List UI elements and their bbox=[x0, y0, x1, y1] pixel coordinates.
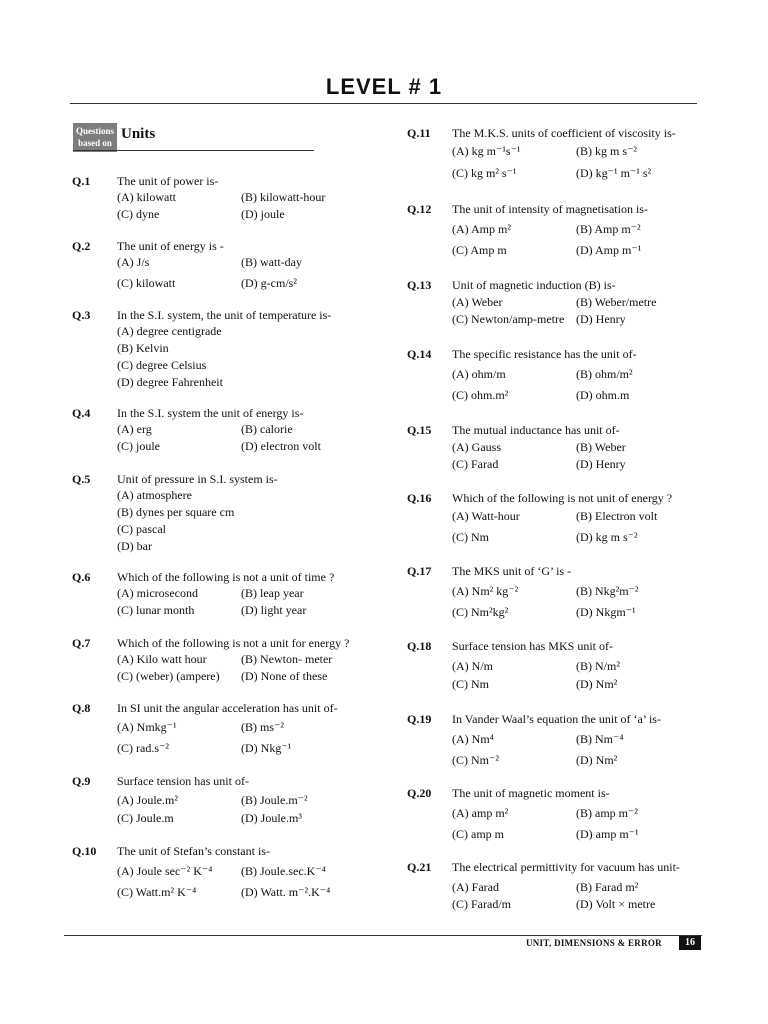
section-divider bbox=[73, 150, 314, 151]
footer-divider bbox=[64, 935, 702, 936]
answer-option: (D) joule bbox=[241, 207, 285, 221]
answer-option: (C) Farad/m bbox=[452, 897, 511, 911]
section-title: Units bbox=[121, 126, 156, 142]
question-number: Q.1 bbox=[72, 174, 91, 188]
answer-option: (D) None of these bbox=[241, 669, 328, 683]
answer-option: (B) Joule.sec.K⁻⁴ bbox=[241, 864, 326, 878]
answer-option: (C) kilowatt bbox=[117, 276, 176, 290]
answer-option: (A) Kilo watt hour bbox=[117, 652, 207, 666]
answer-option: (C) ohm.m² bbox=[452, 388, 509, 402]
question-number: Q.16 bbox=[407, 491, 432, 505]
question-number: Q.4 bbox=[72, 406, 91, 420]
question-number: Q.18 bbox=[407, 639, 432, 653]
answer-option: (C) Farad bbox=[452, 457, 499, 471]
question-text: The unit of intensity of magnetisation is- bbox=[452, 202, 648, 216]
answer-option: (B) Nkg²m⁻² bbox=[576, 584, 639, 598]
question-number: Q.14 bbox=[407, 347, 432, 361]
answer-option: (A) Nm² kg⁻² bbox=[452, 584, 519, 598]
answer-option: (B) Amp m⁻² bbox=[576, 222, 641, 236]
answer-option: (B) N/m² bbox=[576, 659, 620, 673]
question-item bbox=[72, 843, 392, 933]
answer-option: (D) amp m⁻¹ bbox=[576, 827, 639, 841]
answer-option: (A) Farad bbox=[452, 880, 499, 894]
answer-option: (B) Joule.m⁻² bbox=[241, 793, 308, 807]
question-number: Q.11 bbox=[407, 126, 431, 140]
question-text: The unit of energy is - bbox=[117, 239, 224, 253]
answer-option: (A) N/m bbox=[452, 659, 493, 673]
answer-option: (A) J/s bbox=[117, 255, 150, 269]
answer-option: (A) kilowatt bbox=[117, 190, 176, 204]
answer-option: (C) joule bbox=[117, 439, 160, 453]
answer-option: (C) pascal bbox=[117, 522, 166, 536]
answer-option: (B) Nm⁻⁴ bbox=[576, 732, 624, 746]
question-text: The MKS unit of ‘G’ is - bbox=[452, 564, 572, 578]
question-text: In SI unit the angular acceleration has unit of- bbox=[117, 701, 338, 715]
question-number: Q.13 bbox=[407, 278, 432, 292]
answer-option: (A) Amp m² bbox=[452, 222, 511, 236]
question-text: Which of the following is not unit of energy ? bbox=[452, 491, 673, 505]
answer-option: (B) calorie bbox=[241, 422, 293, 436]
answer-option: (D) ohm.m bbox=[576, 388, 630, 402]
question-text: The unit of Stefan’s constant is- bbox=[117, 844, 270, 858]
question-item bbox=[72, 307, 392, 397]
answer-option: (D) degree Fahrenheit bbox=[117, 375, 223, 389]
question-number: Q.10 bbox=[72, 844, 97, 858]
answer-option: (B) Weber/metre bbox=[576, 295, 657, 309]
answer-option: (A) microsecond bbox=[117, 586, 198, 600]
answer-option: (B) ohm/m² bbox=[576, 367, 633, 381]
question-text: In the S.I. system, the unit of temperature is- bbox=[117, 308, 332, 322]
answer-option: (B) Electron volt bbox=[576, 509, 658, 523]
answer-option: (D) Joule.m³ bbox=[241, 811, 302, 825]
answer-option: (D) Watt. m⁻².K⁻⁴ bbox=[241, 885, 331, 899]
question-number: Q.3 bbox=[72, 308, 91, 322]
answer-option: (B) watt-day bbox=[241, 255, 302, 269]
question-text: Which of the following is not a unit of time ? bbox=[117, 570, 335, 584]
question-text: The unit of magnetic moment is- bbox=[452, 786, 610, 800]
question-text: In the S.I. system the unit of energy is- bbox=[117, 406, 304, 420]
answer-option: (A) atmosphere bbox=[117, 488, 192, 502]
answer-option: (B) kg m s⁻² bbox=[576, 144, 637, 158]
answer-option: (D) kg m s⁻² bbox=[576, 530, 638, 544]
answer-option: (C) Watt.m² K⁻⁴ bbox=[117, 885, 197, 899]
question-number: Q.5 bbox=[72, 472, 91, 486]
answer-option: (D) Nkg⁻¹ bbox=[241, 741, 292, 755]
question-number: Q.21 bbox=[407, 860, 432, 874]
answer-option: (B) ms⁻² bbox=[241, 720, 284, 734]
answer-option: (B) kilowatt-hour bbox=[241, 190, 326, 204]
answer-option: (A) Nmkg⁻¹ bbox=[117, 720, 177, 734]
answer-option: (B) Farad m² bbox=[576, 880, 639, 894]
questions-based-on-badge: Questions based on bbox=[73, 123, 117, 152]
answer-option: (C) degree Celsius bbox=[117, 358, 207, 372]
question-text: Unit of magnetic induction (B) is- bbox=[452, 278, 616, 292]
title-divider bbox=[70, 103, 697, 104]
answer-option: (D) g-cm/s² bbox=[241, 276, 297, 290]
answer-option: (D) Henry bbox=[576, 457, 626, 471]
answer-option: (C) Nm²kg² bbox=[452, 605, 509, 619]
answer-option: (A) erg bbox=[117, 422, 152, 436]
question-number: Q.20 bbox=[407, 786, 432, 800]
answer-option: (D) kg⁻¹ m⁻¹ s² bbox=[576, 166, 652, 180]
question-item bbox=[72, 471, 392, 561]
question-text: Surface tension has MKS unit of- bbox=[452, 639, 613, 653]
question-number: Q.7 bbox=[72, 636, 91, 650]
answer-option: (C) Nm bbox=[452, 677, 489, 691]
answer-option: (C) Joule.m bbox=[117, 811, 174, 825]
answer-option: (B) dynes per square cm bbox=[117, 505, 235, 519]
question-number: Q.15 bbox=[407, 423, 432, 437]
answer-option: (D) Nm² bbox=[576, 677, 618, 691]
answer-option: (D) bar bbox=[117, 539, 152, 553]
answer-option: (C) Amp m bbox=[452, 243, 507, 257]
answer-option: (C) Newton/amp-metre bbox=[452, 312, 565, 326]
answer-option: (A) Nm⁴ bbox=[452, 732, 494, 746]
answer-option: (B) leap year bbox=[241, 586, 304, 600]
question-number: Q.9 bbox=[72, 774, 91, 788]
answer-option: (D) Volt × metre bbox=[576, 897, 656, 911]
question-text: The M.K.S. units of coefficient of viscosity is- bbox=[452, 126, 676, 140]
answer-option: (C) Nm bbox=[452, 530, 489, 544]
question-text: The unit of power is- bbox=[117, 174, 219, 188]
answer-option: (D) Amp m⁻¹ bbox=[576, 243, 642, 257]
answer-option: (C) rad.s⁻² bbox=[117, 741, 169, 755]
answer-option: (A) Gauss bbox=[452, 440, 501, 454]
question-number: Q.2 bbox=[72, 239, 91, 253]
answer-option: (C) Nm⁻² bbox=[452, 753, 499, 767]
answer-option: (C) dyne bbox=[117, 207, 160, 221]
answer-option: (B) Weber bbox=[576, 440, 626, 454]
answer-option: (C) amp m bbox=[452, 827, 504, 841]
answer-option: (B) Kelvin bbox=[117, 341, 169, 355]
question-text: Unit of pressure in S.I. system is- bbox=[117, 472, 278, 486]
answer-option: (A) Watt-hour bbox=[452, 509, 520, 523]
question-number: Q.8 bbox=[72, 701, 91, 715]
answer-option: (C) kg m² s⁻¹ bbox=[452, 166, 517, 180]
answer-option: (D) light year bbox=[241, 603, 307, 617]
question-number: Q.12 bbox=[407, 202, 432, 216]
answer-option: (A) Joule.m² bbox=[117, 793, 178, 807]
question-text: The specific resistance has the unit of- bbox=[452, 347, 637, 361]
answer-option: (A) Joule sec⁻² K⁻⁴ bbox=[117, 864, 213, 878]
answer-option: (A) Weber bbox=[452, 295, 503, 309]
question-number: Q.19 bbox=[407, 712, 432, 726]
question-number: Q.6 bbox=[72, 570, 91, 584]
answer-option: (C) lunar month bbox=[117, 603, 195, 617]
question-text: The electrical permittivity for vacuum has unit- bbox=[452, 860, 680, 874]
answer-option: (A) ohm/m bbox=[452, 367, 506, 381]
answer-option: (D) Nkgm⁻¹ bbox=[576, 605, 636, 619]
answer-option: (A) degree centigrade bbox=[117, 324, 222, 338]
question-text: The mutual inductance has unit of- bbox=[452, 423, 620, 437]
footer-chapter-title: UNIT, DIMENSIONS & ERROR bbox=[525, 938, 662, 948]
answer-option: (D) Henry bbox=[576, 312, 626, 326]
question-number: Q.17 bbox=[407, 564, 432, 578]
page-title: LEVEL # 1 bbox=[325, 74, 443, 99]
answer-option: (D) Nm² bbox=[576, 753, 618, 767]
page-number: 16 bbox=[679, 936, 701, 950]
answer-option: (D) electron volt bbox=[241, 439, 321, 453]
answer-option: (A) kg m⁻¹s⁻¹ bbox=[452, 144, 521, 158]
answer-option: (C) (weber) (ampere) bbox=[117, 669, 220, 683]
question-text: In Vander Waal’s equation the unit of ‘a’ is- bbox=[452, 712, 661, 726]
question-text: Surface tension has unit of- bbox=[117, 774, 249, 788]
answer-option: (B) amp m⁻² bbox=[576, 806, 638, 820]
answer-option: (A) amp m² bbox=[452, 806, 509, 820]
question-text: Which of the following is not a unit for energy ? bbox=[117, 636, 350, 650]
answer-option: (B) Newton- meter bbox=[241, 652, 333, 666]
